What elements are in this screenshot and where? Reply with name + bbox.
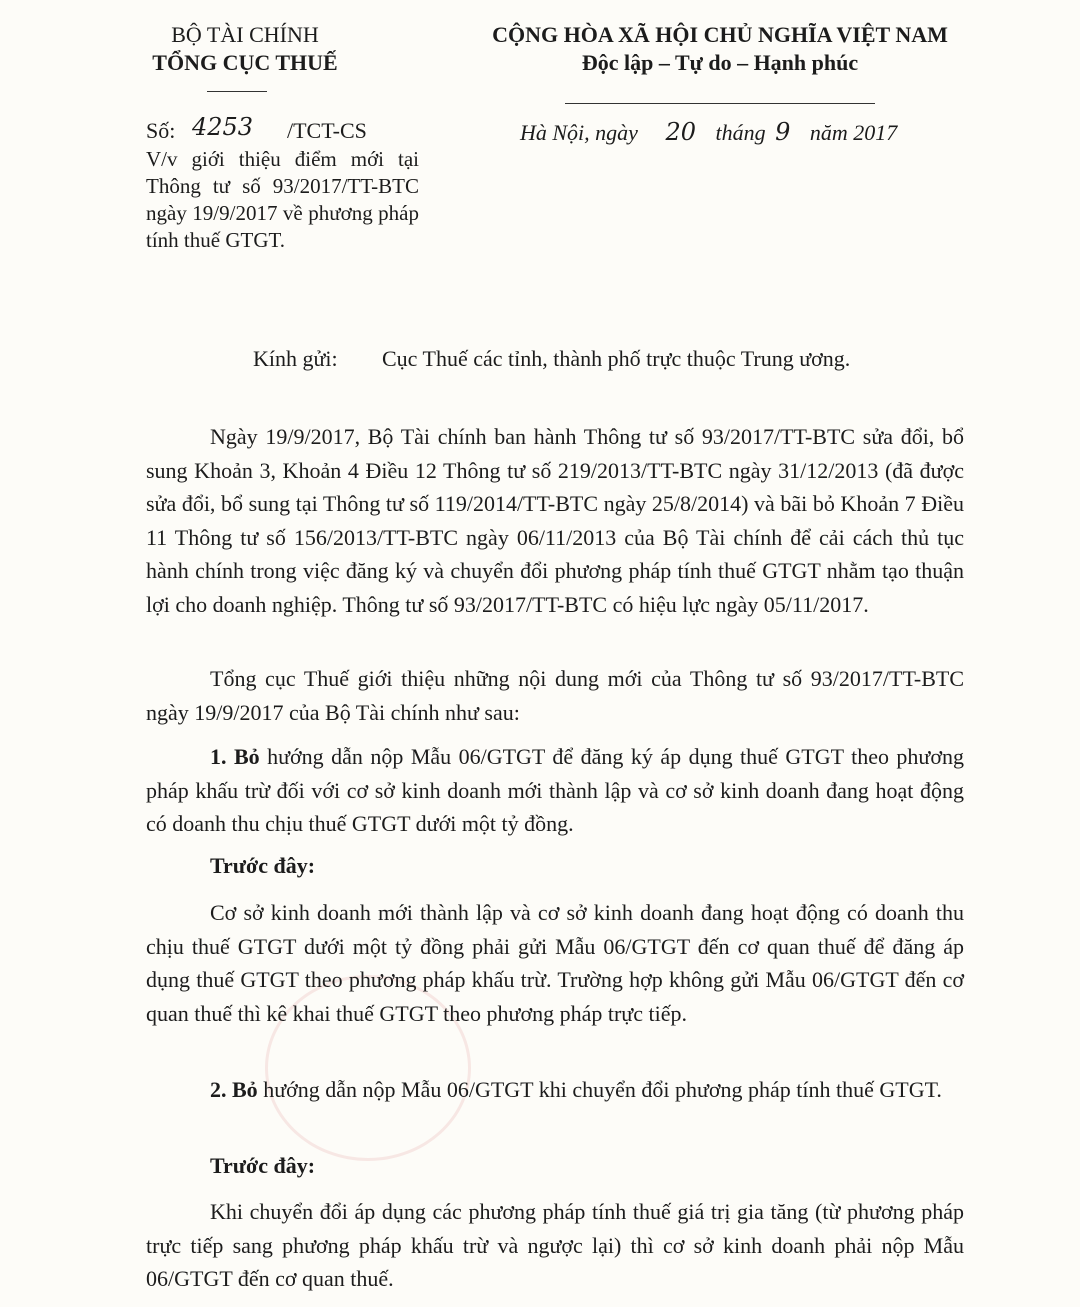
before-text-2-block (146, 1195, 964, 1296)
header-divider-left (207, 91, 267, 92)
item-2-block (146, 1073, 964, 1107)
national-title: CỘNG HÒA XÃ HỘI CHỦ NGHĨA VIỆT NAM (492, 22, 948, 47)
recipient-text: Cục Thuế các tỉnh, thành phố trực thuộc Trung ương. (382, 346, 851, 371)
item-1-bold: 1. Bỏ (210, 744, 260, 769)
before-text-2: Khi chuyển đổi áp dụng các phương pháp tính thuế giá trị gia tăng (từ phương pháp trực tiếp sang phương pháp khấu trừ và ngược lại) thì cơ sở kinh doanh phải nộp Mẫu 06/GTGT đến cơ quan thuế. (146, 1199, 964, 1291)
body-paragraph-2: Tổng cục Thuế giới thiệu những nội dung mới của Thông tư số 93/2017/TT-BTC ngày 19/9/2017 của Bộ Tài chính như sau: (146, 666, 964, 725)
item-1-block (146, 740, 964, 841)
before-heading-1: Trước đây: (210, 853, 316, 878)
body-paragraph-1-block (146, 420, 964, 621)
national-motto: Độc lập – Tự do – Hạnh phúc (581, 50, 859, 75)
before-text-1-block (146, 896, 964, 1030)
body-paragraph-1: Ngày 19/9/2017, Bộ Tài chính ban hành Thông tư số 93/2017/TT-BTC sửa đổi, bổ sung Khoản 3, Khoản 4 Điều 12 Thông tư số 219/2013/TT-BTC ngày 31/12/2013 (đã được sửa đổi, bổ sung tại Thông tư số 119/2014/TT-BTC ngày 25/8/2014) và bãi bỏ Khoản 7 Điều 11 Thông tư số 156/2013/TT-BTC ngày 06/11/2013 của Bộ Tài chính để cải cách thủ tục hành chính trong việc đăng ký và chuyển đổi phương pháp tính thuế GTGT nhằm tạo thuận lợi cho doanh nghiệp. Thông tư số 93/2017/TT-BTC có hiệu lực ngày 05/11/2017. (146, 424, 964, 617)
document-number: 4253 (192, 113, 254, 141)
item-2 (146, 1073, 964, 1107)
document-number-label: Số: (146, 118, 176, 143)
item-2-text: hướng dẫn nộp Mẫu 06/GTGT khi chuyển đổi phương pháp tính thuế GTGT. (263, 1077, 942, 1102)
document-subject: V/v giới thiệu điểm mới tại Thông tư số 93/2017/TT-BTC ngày 19/9/2017 về phương pháp tính thuế GTGT. (146, 147, 419, 252)
item-1-text: hướng dẫn nộp Mẫu 06/GTGT để đăng ký áp dụng thuế GTGT theo phương pháp khấu trừ đối với cơ sở kinh doanh mới thành lập và cơ sở kinh doanh đang hoạt động có doanh thu chịu thuế GTGT dưới một tỷ đồng. (146, 744, 964, 836)
date-month-label: tháng (715, 120, 766, 145)
item-2-bold: 2. Bỏ (210, 1077, 258, 1102)
date-year: năm 2017 (809, 120, 898, 145)
date-prefix: Hà Nội, ngày (520, 120, 638, 145)
item-1 (146, 740, 964, 841)
document-date (520, 118, 897, 146)
date-month: 9 (775, 118, 791, 146)
recipient-label: Kính gửi: (253, 346, 338, 371)
date-day: 20 (665, 118, 696, 146)
body-paragraph-2-block (146, 662, 964, 729)
header-divider-right (565, 103, 875, 104)
before-heading-2: Trước đây: (210, 1153, 316, 1178)
document-number-suffix: /TCT-CS (287, 118, 367, 143)
issuing-ministry: BỘ TÀI CHÍNH (171, 22, 319, 47)
issuing-agency: TỔNG CỤC THUẾ (152, 50, 338, 75)
before-text-1: Cơ sở kinh doanh mới thành lập và cơ sở kinh doanh đang hoạt động có doanh thu chịu thuế GTGT dưới một tỷ đồng phải gửi Mẫu 06/GTGT đến cơ quan thuế để đăng áp dụng thuế GTGT theo phương pháp khấu trừ. Trường hợp không gửi Mẫu 06/GTGT đến cơ quan thuế thì kê khai thuế GTGT theo phương pháp trực tiếp. (146, 900, 964, 1026)
